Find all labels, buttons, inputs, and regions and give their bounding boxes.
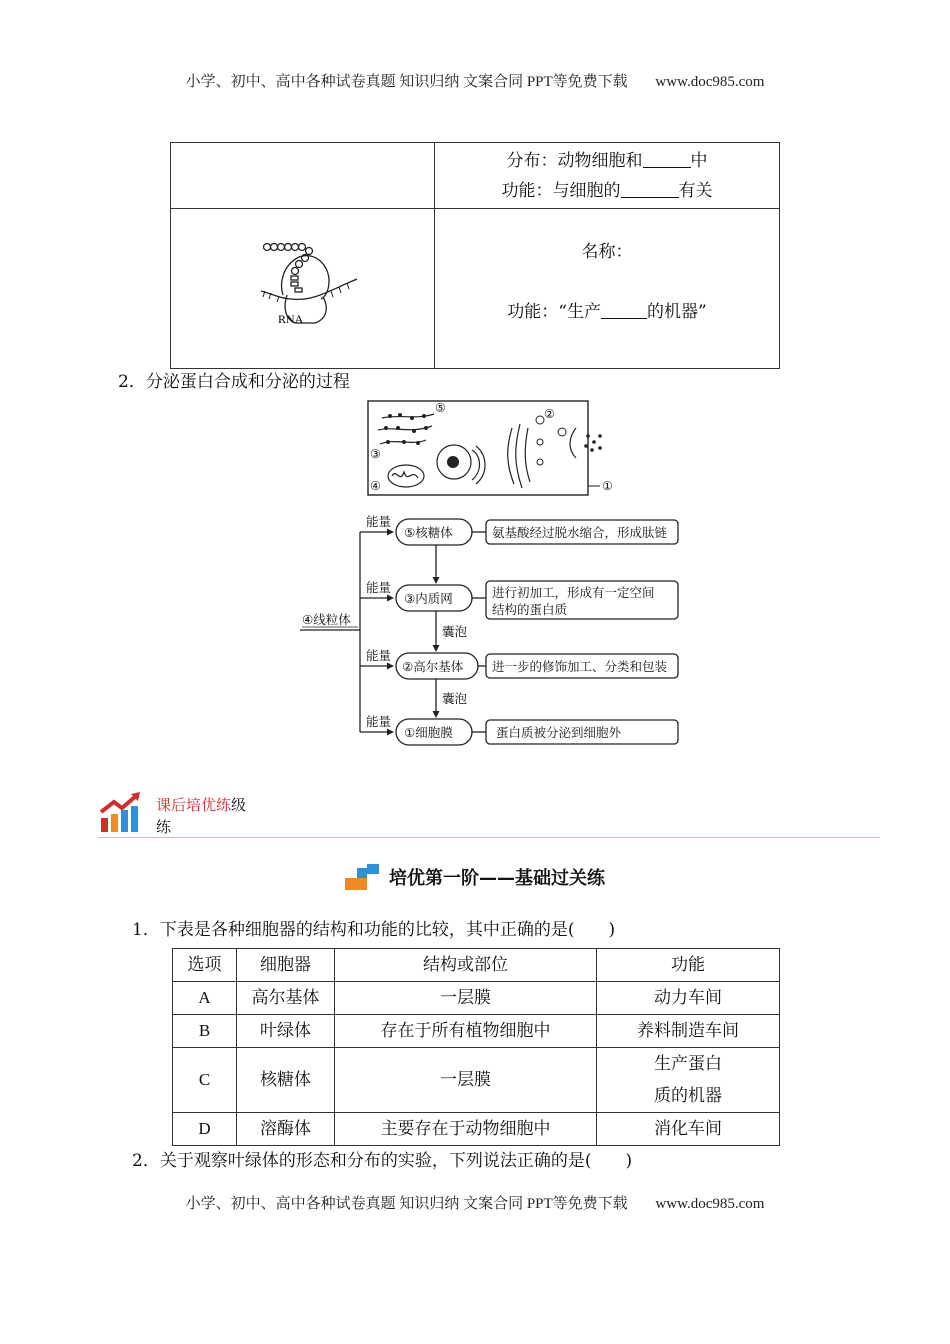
cell-label-3: ③ <box>370 447 381 461</box>
option-cell: A <box>173 982 237 1015</box>
structure-cell: 一层膜 <box>335 982 597 1015</box>
organelle-comparison-table <box>172 948 780 1146</box>
table1-ribosome-cell <box>435 209 780 369</box>
table-row[interactable] <box>173 1048 780 1113</box>
section-title-text: 培优第一阶——基础过关练 <box>389 868 605 889</box>
cell-label-5: ⑤ <box>435 401 446 415</box>
step-desc-ribosome: 氨基酸经过脱水缩合，形成肽链 <box>492 525 668 540</box>
function-line-2: 质的机器 <box>654 1086 722 1106</box>
answer-blank[interactable] <box>643 150 691 168</box>
name-label: 名称： <box>581 241 633 262</box>
function-cell <box>597 1048 780 1113</box>
energy-label: 能量 <box>366 514 392 529</box>
footer-text: 小学、初中、高中各种试卷真题 知识归纳 文案合同 PPT等免费下载 <box>185 1196 628 1212</box>
structure-cell: 存在于所有植物细胞中 <box>335 1015 597 1048</box>
steps-icon <box>345 864 379 890</box>
section-title <box>0 864 950 894</box>
structure-cell: 主要存在于动物细胞中 <box>335 1113 597 1146</box>
step-organelle-membrane: ①细胞膜 <box>404 725 453 740</box>
section-divider <box>98 837 880 838</box>
header-text: 小学、初中、高中各种试卷真题 知识归纳 文案合同 PPT等免费下载 <box>185 74 628 90</box>
table-header-row <box>173 949 780 982</box>
table-row[interactable] <box>173 1113 780 1146</box>
organelle-cell: 核糖体 <box>237 1048 335 1113</box>
function-suffix: 有关 <box>678 180 713 201</box>
step-desc-er-line2: 结构的蛋白质 <box>492 602 568 617</box>
table-row[interactable] <box>173 1015 780 1048</box>
brand-line2: 练 <box>156 818 172 836</box>
table1-empty-cell <box>171 143 435 209</box>
rna-label: RNA <box>278 312 304 326</box>
answer-blank[interactable] <box>601 301 647 319</box>
step-desc-er: 进行初加工，形成有一定空间 <box>492 585 655 600</box>
distribution-suffix: 中 <box>690 150 708 171</box>
ribosome-function-line <box>435 297 779 327</box>
option-cell: C <box>173 1048 237 1113</box>
organelle-cell: 叶绿体 <box>237 1015 335 1048</box>
step-organelle-ribosome: ⑤核糖体 <box>404 525 453 540</box>
question-1: 1．下表是各种细胞器的结构和功能的比较，其中正确的是( ) <box>132 920 616 940</box>
function-line <box>435 176 779 206</box>
page-footer <box>0 1192 950 1213</box>
section-heading-secretion: 2．分泌蛋白合成和分泌的过程 <box>118 372 350 392</box>
header-organelle: 细胞器 <box>237 949 335 982</box>
function-text: 功能：与细胞的 <box>501 180 621 201</box>
practice-brand <box>98 792 268 836</box>
function-cell: 养料制造车间 <box>597 1015 780 1048</box>
step-desc-golgi: 进一步的修饰加工、分类和包装 <box>492 659 668 674</box>
ribosome-figure <box>171 209 433 364</box>
energy-label: 能量 <box>366 714 392 729</box>
distribution-text: 分布：动物细胞和 <box>506 150 643 171</box>
table-row[interactable] <box>173 982 780 1015</box>
table1-centrosome-cell <box>435 143 780 209</box>
ribosome-figure-cell <box>171 209 435 369</box>
step-desc-membrane: 蛋白质被分泌到细胞外 <box>496 725 622 740</box>
energy-label: 能量 <box>366 580 392 595</box>
header-option: 选项 <box>173 949 237 982</box>
cell-label-1: ① <box>602 479 613 493</box>
header-url[interactable]: www.doc985.com <box>655 74 765 90</box>
option-cell: B <box>173 1015 237 1048</box>
step-organelle-er: ③内质网 <box>404 591 453 606</box>
page-header <box>0 70 950 91</box>
distribution-line <box>435 146 779 176</box>
secretion-diagram <box>296 398 688 748</box>
organelle-table <box>170 142 780 369</box>
brand-text <box>156 794 246 838</box>
organelle-cell: 高尔基体 <box>237 982 335 1015</box>
function-cell: 消化车间 <box>597 1113 780 1146</box>
answer-blank[interactable] <box>621 180 679 198</box>
header-structure: 结构或部位 <box>335 949 597 982</box>
vesicle-label: 囊泡 <box>442 624 468 639</box>
header-function: 功能 <box>597 949 780 982</box>
ribosome-function-text: 功能：“生产 <box>507 301 601 322</box>
growth-chart-icon <box>98 792 146 834</box>
name-line <box>435 237 779 267</box>
question-2: 2．关于观察叶绿体的形态和分布的实验，下列说法正确的是( ) <box>132 1151 633 1171</box>
brand-black-text: 级 <box>231 796 247 814</box>
function-cell: 动力车间 <box>597 982 780 1015</box>
source-mitochondria: ④线粒体 <box>302 612 351 627</box>
vesicle-label: 囊泡 <box>442 691 468 706</box>
cell-label-2: ② <box>544 407 555 421</box>
step-organelle-golgi: ②高尔基体 <box>402 659 464 674</box>
option-cell: D <box>173 1113 237 1146</box>
structure-cell: 一层膜 <box>335 1048 597 1113</box>
cell-label-4: ④ <box>370 479 381 493</box>
footer-url[interactable]: www.doc985.com <box>655 1196 765 1212</box>
function-line-1: 生产蛋白 <box>654 1054 722 1074</box>
energy-label: 能量 <box>366 648 392 663</box>
ribosome-function-suffix: 的机器” <box>647 301 707 322</box>
brand-red-text: 课后培优练 <box>156 796 232 814</box>
organelle-cell: 溶酶体 <box>237 1113 335 1146</box>
